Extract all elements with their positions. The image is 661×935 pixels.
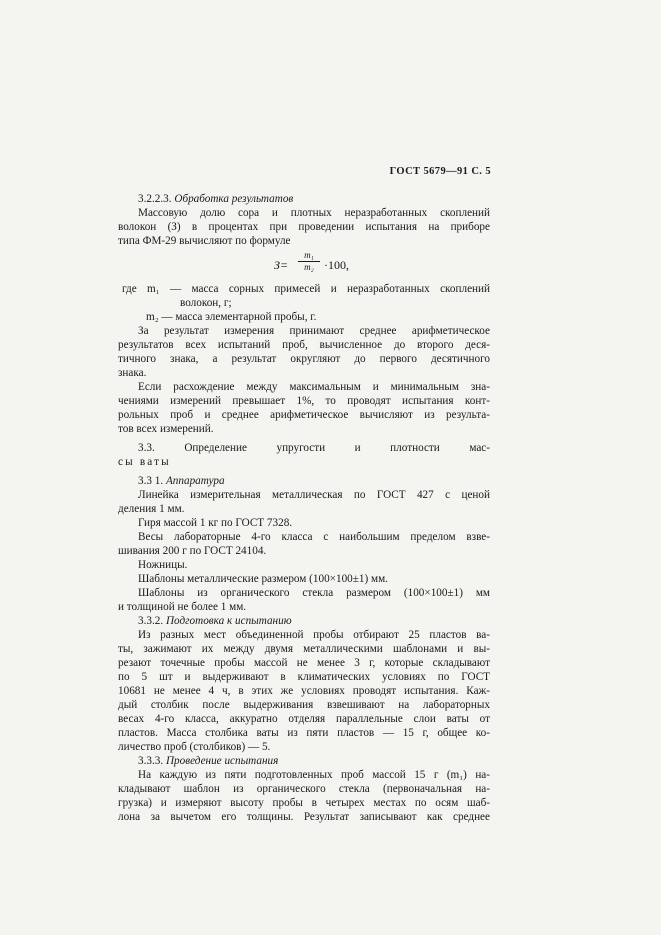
formula-rhs: ·100, [324, 258, 349, 272]
paragraph-line: За результат измерения принимают среднее арифметическое [138, 325, 490, 337]
paragraph-line: рольных проб и среднее арифметическое вычисляют из результа- [118, 409, 490, 421]
formula-fraction [298, 250, 320, 272]
paragraph-line: дый столбик после выдерживания взвешивают на лабораторных [118, 699, 490, 711]
section-3-2-2-3-heading: 3.2.2.3. Обработка результатов [138, 193, 294, 205]
section-3-3-1-heading: 3.3 1. Аппаратура [138, 475, 225, 487]
paragraph-line: пластов. Масса столбика ваты из пяти пластов — 15 г, общее ко- [118, 727, 490, 739]
paragraph-line: Ножницы. [138, 559, 188, 571]
section-3-3-3-heading: 3.3.3. Проведение испытания [138, 755, 279, 767]
paragraph-line: волокон (З) в процентах при проведении испытания на приборе [118, 221, 490, 233]
paragraph-line: шивания 200 г по ГОСТ 24104. [118, 545, 267, 557]
section-3-3-2-heading: 3.3.2. Подготовка к испытанию [138, 615, 292, 627]
paragraph-line: тичного знака, а результат округляют до первого десятичного [118, 353, 490, 365]
paragraph-line: Весы лабораторные 4-го класса с наибольшим пределом взве- [138, 531, 490, 543]
paragraph-line: грузка) и измеряют высоту пробы в четырех местах по осям шаб- [118, 797, 490, 809]
page-header: ГОСТ 5679—91 С. 5 [389, 166, 491, 177]
paragraph-line: ты, зажимают их между двумя металлическими шаблонами и вы- [118, 643, 490, 655]
paragraph-line: резают точечные пробы массой не менее 3 г, которые складывают [118, 657, 490, 669]
paragraph-line: типа ФМ-29 вычисляют по формуле [118, 235, 291, 247]
paragraph-line: Гиря массой 1 кг по ГОСТ 7328. [138, 517, 293, 529]
section-title: Обработка результатов [174, 193, 294, 205]
section-3-3-heading: 3.3. Определение упругости и плотности мас- [138, 442, 490, 454]
paragraph-line: Шаблоны из органического стекла размером (100×100±1) мм [138, 587, 490, 599]
formula-numerator: m₁ [298, 250, 320, 262]
paragraph-line: Из разных мест объединенной пробы отбирают 25 пластов ва- [138, 629, 490, 641]
paragraph-line: деления 1 мм. [118, 503, 185, 515]
paragraph-line: 10681 не менее 4 ч, в этих же условиях проводят испытания. Каж- [118, 685, 490, 697]
legend-line: где m₁ — масса сорных примесей и неразработанных скоплений [122, 283, 490, 295]
formula-denominator: m₂ [304, 262, 314, 272]
paragraph-line: знака. [118, 367, 147, 379]
formula-lhs: З= [274, 258, 289, 272]
paragraph-line: лона за вычетом его толщины. Результат записывают как среднее [118, 811, 490, 823]
paragraph-line: и толщиной не более 1 мм. [118, 601, 247, 613]
paragraph-line: личество проб (столбиков) — 5. [118, 741, 271, 753]
paragraph-line: Если расхождение между максимальным и минимальным зна- [138, 381, 490, 393]
paragraph-line: Линейка измерительная металлическая по ГОСТ 427 с ценой [138, 489, 490, 501]
formula [118, 248, 490, 282]
paragraph-line: Массовую долю сора и плотных неразработанных скоплений [138, 207, 490, 219]
legend-line: m₂ — масса элементарной пробы, г. [146, 311, 317, 323]
legend-line: волокон, г; [180, 297, 232, 309]
paragraph-line: Шаблоны металлические размером (100×100±1) мм. [138, 573, 388, 585]
paragraph-line: чениями измерений превышает 1%, то проводят испытания конт- [118, 395, 490, 407]
document-body [118, 192, 490, 824]
paragraph-line: На каждую из пяти подготовленных проб массой 15 г (m₁) на- [138, 769, 490, 781]
section-title: Проведение испытания [165, 755, 279, 767]
section-title: Аппаратура [165, 475, 225, 487]
section-3-3-heading-cont: сы ваты [118, 456, 171, 468]
paragraph-line: кладывают шаблон из органического стекла (первоначальная на- [118, 783, 490, 795]
section-title: Подготовка к испытанию [165, 615, 292, 627]
paragraph-line: результатов всех испытаний проб, вычисленное до второго деся- [118, 339, 490, 351]
paragraph-line: тов всех измерений. [118, 423, 214, 435]
paragraph-line: по 5 шт и выдерживают в климатических условиях по ГОСТ [118, 671, 490, 683]
paragraph-line: весах 4-го класса, аккуратно отделяя параллельные слои ваты от [118, 713, 490, 725]
